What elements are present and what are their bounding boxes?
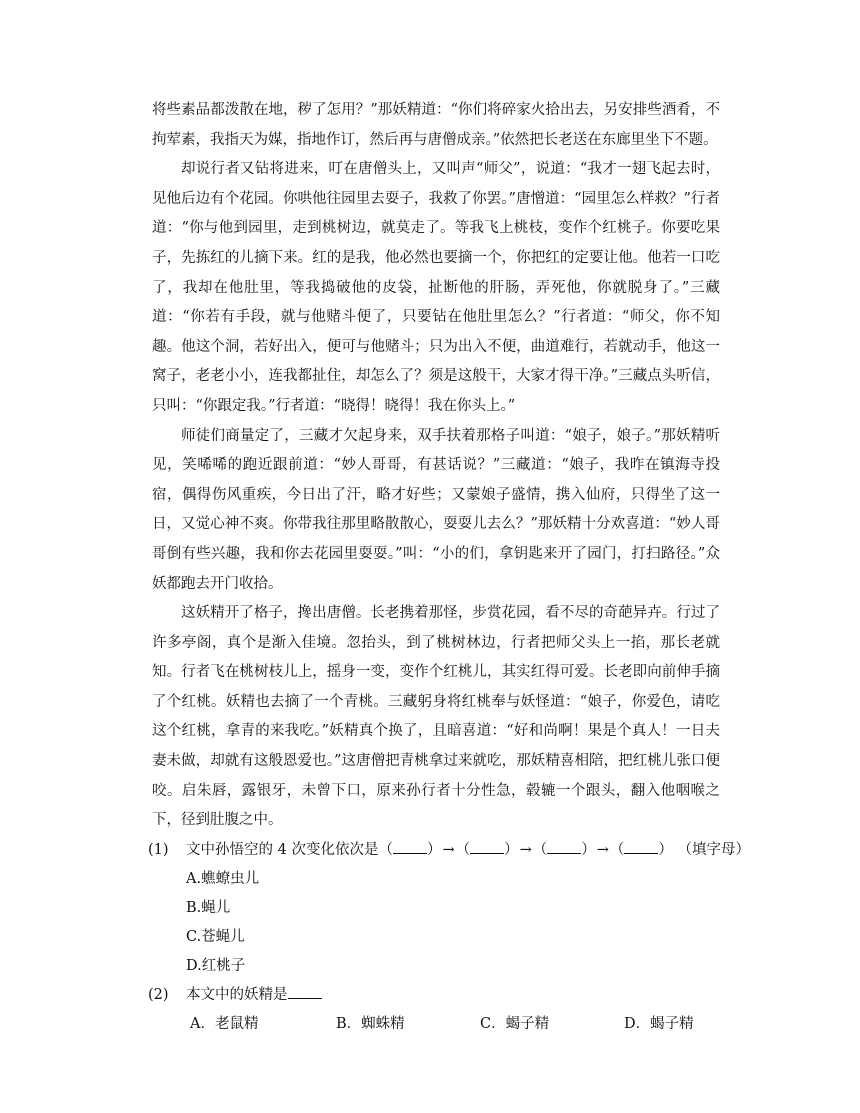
question-1 [148, 836, 751, 865]
paragraph-3: 师徒们商量定了，三藏才欠起身来，双手扶着那格子叫道：“娘子，娘子。”那妖精听见，笑唏唏的跑近跟前道：“妙人哥哥，有甚话说？”三藏道：“娘子，我昨在镇海寺投宿，偶得伤风重疾，今日出了汗，略才好些；又蒙娘子盛情，携入仙府，只得坐了这一日，又觉心神不爽。你带我往那里略散散心，耍耍儿去么？”那妖精十分欢喜道：“妙人哥哥倒有些兴趣，我和你去花园里耍耍。”叫：“小的们，拿钥匙来开了园门，打扫路径。”众妖都跑去开门收拾。 [152, 427, 720, 592]
paragraph-1: 将些素品都泼散在地，秽了怎用？”那妖精道：“你们将碎家火拾出去，另安排些酒肴，不拘荤素，我指天为媒，指地作订，然后再与唐僧成亲。”依然把长老送在东廊里坐下不题。 [152, 102, 720, 148]
arrow-icon: → [442, 841, 455, 858]
question-2-number: (2) [148, 986, 169, 1003]
question-1-prompt: 文中孙悟空的 4 次变化依次是（ [186, 841, 393, 858]
question-2-option-d: D．蝎子精 [624, 1015, 694, 1032]
answer-blank-1[interactable] [393, 839, 427, 854]
arrow-icon: → [519, 841, 532, 858]
open-paren-2: （ [455, 841, 471, 858]
question-2-option-b: B．蜘蛛精 [336, 1015, 405, 1032]
close-paren-4: ） [658, 841, 673, 858]
question-2-text [152, 987, 322, 1003]
answer-blank-q2[interactable] [288, 984, 322, 999]
question-1-option-c: C.苍蝇儿 [186, 928, 245, 945]
answer-blank-4[interactable] [624, 839, 658, 854]
close-paren-1: ） [426, 841, 442, 858]
paragraph-2: 却说行者又钻将进来，叮在唐僧头上，又叫声“师父”，说道：“我才一翅飞起去时，见他后边有个花园。你哄他往园里去耍子，我救了你罢。”唐憎道：“园里怎么样救？”行者道：“你与他到园里，走到桃树边，就莫走了。等我飞上桃枝，变作个红桃子。你要吃果子，先拣红的儿摘下来。红的是我，他必然也要摘一个，你把红的定要让他。他若一口吃了，我却在他肚里，等我捣破他的皮袋，扯断他的肝肠，弄死他，你就脱身了。”三藏道：“你若有手段，就与他赌斗便了，只要钻在他肚里怎么？”行者道：“师父，你不知趣。他这个洞，若好出入，便可与他赌斗；只为出入不便，曲道难行，若就动手，他这一窝子，老老小小，连我都扯住，却怎么了？须是这般干，大家才得干净。”三藏点头听信，只叫：“你跟定我。”行者道：“晓得！晓得！我在你头上。” [152, 161, 720, 414]
question-1-option-d: D.红桃子 [186, 957, 246, 974]
question-2-prompt: 本文中的妖精是 [186, 986, 288, 1003]
paragraph-4: 这妖精开了格子，搀出唐僧。长老携着那怪，步赏花园，看不尽的奇葩异卉。行过了许多亭阁，真个是渐入佳境。忽抬头，到了桃树林边，行者把师父头上一掐，那长老就知。行者飞在桃树枝儿上，摇身一变，变作个红桃儿，其实红得可爱。长老即向前伸手摘了个红桃。妖精也去摘了一个青桃。三藏躬身将红桃奉与妖怪道：“娘子，你爱色，请吃这个红桃，拿青的来我吃。”妖精真个换了，且暗喜道：“好和尚啊！果是个真人！一日夫妻未做，却就有这般恩爱也。”这唐僧把青桃拿过来就吃，那妖精喜相陪，把红桃儿张口便咬。启朱唇，露银牙，未曾下口，原来孙行者十分性急，毂辘一个跟头，翻入他咽喉之下，径到肚腹之中。 [152, 605, 720, 829]
question-2-option-a: A．老鼠精 [190, 1015, 259, 1032]
question-1-number: (1) [148, 841, 169, 858]
question-1-hint: （填字母） [677, 841, 751, 858]
answer-blank-2[interactable] [470, 839, 504, 854]
question-2-options [152, 1010, 720, 1039]
question-1-option-a: A.蟭蟟虫儿 [186, 870, 260, 887]
open-paren-3: （ [532, 841, 548, 858]
question-2-option-c: C．蝎子精 [480, 1015, 550, 1032]
question-1-text [152, 842, 750, 858]
answer-blank-3[interactable] [547, 839, 581, 854]
close-paren-3: ） [581, 841, 596, 858]
question-2 [148, 981, 720, 1010]
open-paren-4: （ [609, 841, 625, 858]
close-paren-2: ） [504, 841, 519, 858]
document-content [148, 96, 751, 1039]
arrow-icon: → [596, 841, 609, 858]
question-1-option-b: B.蝇儿 [186, 899, 231, 916]
